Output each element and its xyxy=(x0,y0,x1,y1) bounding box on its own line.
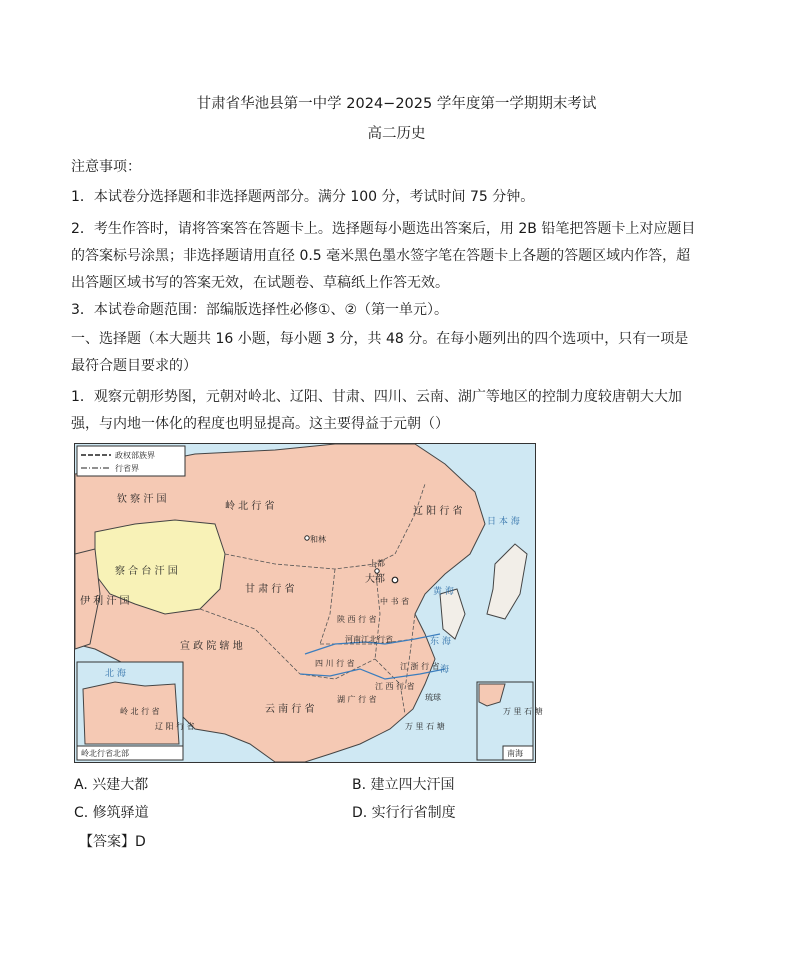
label-dadu: 大都 xyxy=(365,574,385,585)
label-sea-ri: 日 本 海 xyxy=(487,517,520,527)
question-1-stem: 1．观察元朝形势图，元朝对岭北、辽阳、甘肃、四川、云南、湖广等地区的控制力度较唐朝大大加 xyxy=(71,389,682,405)
shangdu-marker xyxy=(375,569,379,573)
inset-left-lingbei: 岭 北 行 省 xyxy=(120,707,160,716)
label-chagatai: 察 合 台 汗 国 xyxy=(115,566,178,577)
label-liuqiu: 琉球 xyxy=(425,693,441,702)
label-wanli: 万 里 石 塘 xyxy=(405,722,445,731)
label-huguang: 湖 广 行 省 xyxy=(337,695,377,704)
notice-item-3: 3．本试卷命题范围：部编版选择性必修①、②（第一单元）。 xyxy=(71,302,449,318)
legend-province-boundary: 行省界 xyxy=(115,464,139,473)
dadu-marker xyxy=(392,577,398,583)
inset-right-caption: 南海 xyxy=(507,749,523,758)
map-svg xyxy=(75,444,543,762)
notice-item-2-cont2: 出答题区域书写的答案无效，在试题卷、草稿纸上作答无效。 xyxy=(71,275,449,291)
label-sea-east: 东 海 xyxy=(430,637,451,647)
label-sichuan: 四 川 行 省 xyxy=(315,659,355,668)
label-ilkhan: 伊 利 汗 国 xyxy=(80,596,130,607)
question-1-stem-cont: 强，与内地一体化的程度也明显提高。这主要得益于元朝（） xyxy=(71,416,449,432)
label-liaoyang: 辽 阳 行 省 xyxy=(413,506,463,517)
label-jiangxi: 江 西 行 省 xyxy=(375,682,415,691)
label-jiangzhe: 江 浙 行 省 xyxy=(400,662,440,671)
label-xuanzheng: 宣 政 院 辖 地 xyxy=(180,641,243,652)
label-helin: 和林 xyxy=(310,535,326,544)
inset-right-wanli: 万 里 石 塘 xyxy=(503,707,543,716)
label-lingbei: 岭 北 行 省 xyxy=(225,501,275,512)
option-c: C. 修筑驿道 xyxy=(74,805,149,821)
exam-title: 甘肃省华池县第一中学 2024−2025 学年度第一学期期末考试 xyxy=(196,96,597,112)
notice-item-2: 2．考生作答时，请将答案答在答题卡上。选择题每小题选出答案后，用 2B 铅笔把答题卡上对应题目 xyxy=(71,221,696,237)
option-a: A. 兴建大都 xyxy=(74,777,149,793)
yuan-dynasty-map xyxy=(74,443,543,763)
option-d: D. 实行行省制度 xyxy=(352,805,456,821)
label-sea-huang: 黄 海 xyxy=(433,587,454,597)
inset-left-caption: 岭北行省北部 xyxy=(81,749,129,758)
label-qincha: 钦 察 汗 国 xyxy=(117,494,167,505)
answer-label: 【答案】 xyxy=(79,834,135,850)
label-gansu: 甘 肃 行 省 xyxy=(245,584,295,595)
notice-item-1: 1．本试卷分选择题和非选择题两部分。满分 100 分，考试时间 75 分钟。 xyxy=(71,189,535,205)
helin-marker xyxy=(305,536,309,540)
label-shangdu: 上都 xyxy=(369,559,385,568)
label-yunnan: 云 南 行 省 xyxy=(265,704,315,715)
label-sea-south: 海 xyxy=(440,665,450,675)
label-henan: 河南江北行省 xyxy=(345,635,393,644)
label-shaanxi: 陕 西 行 省 xyxy=(337,615,377,624)
option-b: B. 建立四大汗国 xyxy=(352,777,455,793)
inset-left-sea: 北 海 xyxy=(105,669,126,679)
notice-item-2-cont: 的答案标号涂黑；非选择题请用直径 0.5 毫米黑色墨水签字笔在答题卡上各题的答题区域内作答，超 xyxy=(71,248,691,264)
answer-line xyxy=(79,832,146,852)
section-heading: 一、选择题（本大题共 16 小题，每小题 3 分，共 48 分。在每小题列出的四个选项中，只有一项是 xyxy=(71,331,689,347)
legend-tribal-boundary: 政权部族界 xyxy=(115,451,155,460)
exam-subject: 高二历史 xyxy=(367,126,426,142)
japan-islands xyxy=(487,544,527,619)
inset-left-liaoyang: 辽 阳 行 省 xyxy=(155,722,195,731)
notice-heading: 注意事项： xyxy=(71,159,141,175)
answer-value: D xyxy=(135,834,146,850)
section-heading-cont: 最符合题目要求的） xyxy=(71,358,197,374)
label-zhongshu: 中 书 省 xyxy=(380,597,410,606)
